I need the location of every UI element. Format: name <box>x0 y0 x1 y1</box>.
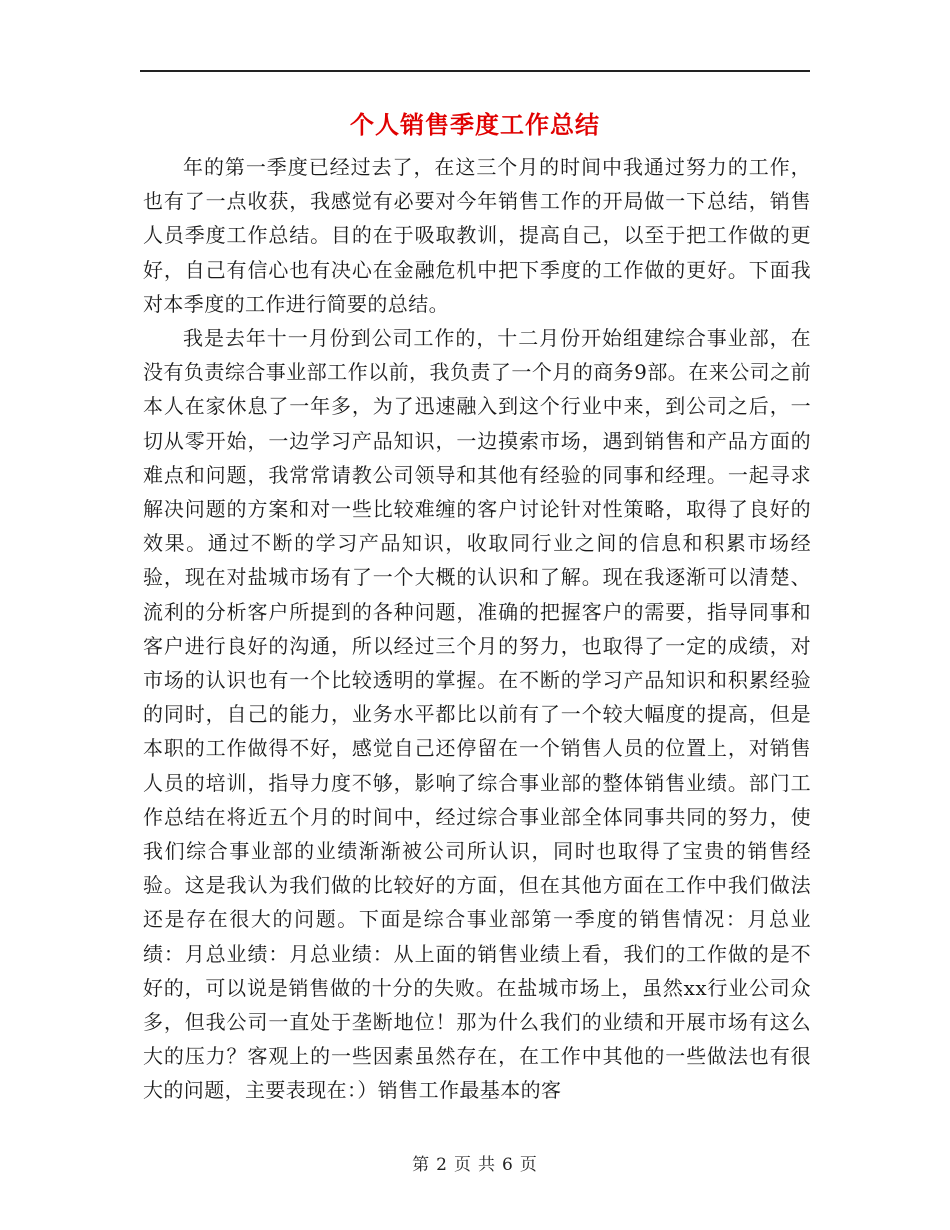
header-rule <box>140 70 810 72</box>
paragraph-1: 年的第一季度已经过去了，在这三个月的时间中我通过努力的工作，也有了一点收获，我感觉有必要对今年销售工作的开局做一下总结，销售人员季度工作总结。目的在于吸取教训，提高自己，以至于把工作做的更好，自己有信心也有决心在金融危机中把下季度的工作做的更好。下面我对本季度的工作进行简要的总结。 <box>143 155 811 316</box>
page-footer <box>0 1153 950 1177</box>
footer-total-pages: 6 <box>502 1155 514 1175</box>
document-title: 个人销售季度工作总结 <box>350 110 600 139</box>
document-body <box>143 150 811 1108</box>
footer-current-page: 2 <box>436 1155 448 1175</box>
footer-prefix: 第 <box>412 1155 431 1175</box>
paragraph-2: 我是去年十一月份到公司工作的，十二月份开始组建综合事业部，在没有负责综合事业部工作以前，我负责了一个月的商务9部。在来公司之前本人在家休息了一年多，为了迅速融入到这个行业中来，到公司之后，一切从零开始，一边学习产品知识，一边摸索市场，遇到销售和产品方面的难点和问题，我常常请教公司领导和其他有经验的同事和经理。一起寻求解决问题的方案和对一些比较难缠的客户讨论针对性策略，取得了良好的效果。通过不断的学习产品知识，收取同行业之间的信息和积累市场经验，现在对盐城市场有了一个大概的认识和了解。现在我逐渐可以清楚、流利的分析客户所提到的各种问题，准确的把握客户的需要，指导同事和客户进行良好的沟通，所以经过三个月的努力，也取得了一定的成绩，对市场的认识也有一个比较透明的掌握。在不断的学习产品知识和积累经验的同时，自己的能力，业务水平都比以前有了一个较大幅度的提高，但是本职的工作做得不好，感觉自己还停留在一个销售人员的位置上，对销售人员的培训，指导力度不够，影响了综合事业部的整体销售业绩。部门工作总结在将近五个月的时间中，经过综合事业部全体同事共同的努力，使我们综合事业部的业绩渐渐被公司所认识，同时也取得了宝贵的销售经验。这是我认为我们做的比较好的方面，但在其他方面在工作中我们做法还是存在很大的问题。下面是综合事业部第一季度的销售情况：月总业绩：月总业绩：月总业绩：从上面的销售业绩上看，我们的工作做的是不好的，可以说是销售做的十分的失败。在盐城市场上，虽然xx行业公司众多，但我公司一直处于垄断地位！那为什么我们的业绩和开展市场有这么大的压力？客观上的一些因素虽然存在，在工作中其他的一些做法也有很大的问题，主要表现在：）销售工作最基本的客 <box>143 326 811 1103</box>
footer-suffix: 页 <box>519 1155 538 1175</box>
footer-page-word: 页 <box>454 1155 472 1175</box>
footer-total-word: 共 <box>478 1155 496 1175</box>
